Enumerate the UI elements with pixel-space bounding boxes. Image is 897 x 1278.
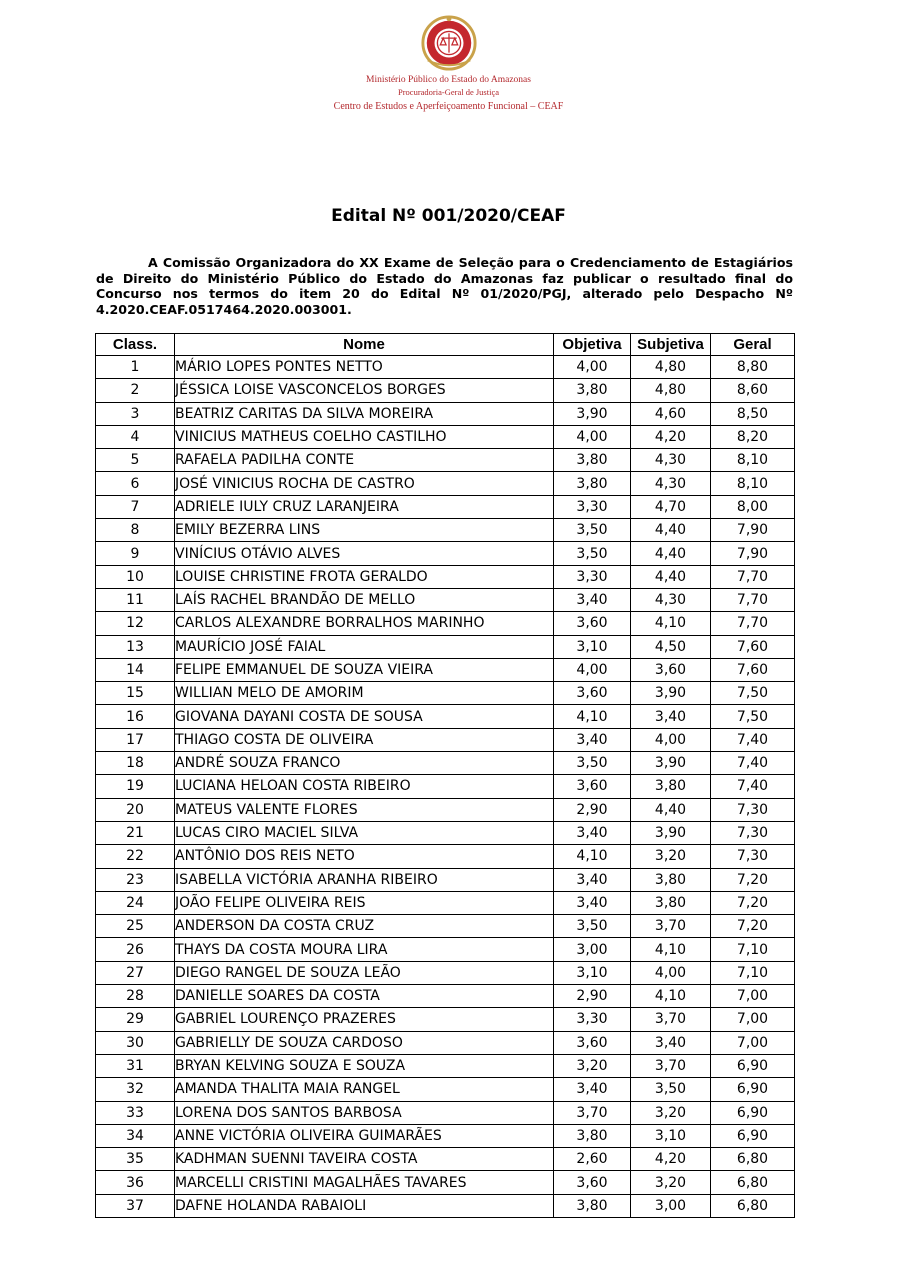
name-cell: GIOVANA DAYANI COSTA DE SOUSA <box>175 705 554 728</box>
table-row <box>96 379 795 402</box>
name-cell: DANIELLE SOARES DA COSTA <box>175 985 554 1008</box>
objective-score-cell: 4,00 <box>554 356 631 379</box>
table-body <box>96 356 795 1218</box>
total-score-cell: 8,60 <box>711 379 795 402</box>
table-row <box>96 868 795 891</box>
total-score-cell: 7,70 <box>711 588 795 611</box>
total-score-cell: 7,00 <box>711 1031 795 1054</box>
name-cell: BEATRIZ CARITAS DA SILVA MOREIRA <box>175 402 554 425</box>
total-score-cell: 8,10 <box>711 449 795 472</box>
name-cell: GABRIELLY DE SOUZA CARDOSO <box>175 1031 554 1054</box>
name-cell: DAFNE HOLANDA RABAIOLI <box>175 1194 554 1217</box>
column-header-total: Geral <box>711 334 795 356</box>
name-cell: VINÍCIUS OTÁVIO ALVES <box>175 542 554 565</box>
subjective-score-cell: 3,90 <box>631 821 711 844</box>
objective-score-cell: 2,90 <box>554 985 631 1008</box>
rank-cell: 1 <box>96 356 175 379</box>
rank-cell: 10 <box>96 565 175 588</box>
rank-cell: 12 <box>96 612 175 635</box>
name-cell: LORENA DOS SANTOS BARBOSA <box>175 1101 554 1124</box>
table-row <box>96 985 795 1008</box>
org-name: Ministério Público do Estado do Amazonas <box>366 75 531 85</box>
name-cell: MÁRIO LOPES PONTES NETTO <box>175 356 554 379</box>
total-score-cell: 8,20 <box>711 425 795 448</box>
objective-score-cell: 3,50 <box>554 519 631 542</box>
table-row <box>96 1124 795 1147</box>
objective-score-cell: 3,50 <box>554 542 631 565</box>
total-score-cell: 7,30 <box>711 821 795 844</box>
name-cell: ANTÔNIO DOS REIS NETO <box>175 845 554 868</box>
name-cell: RAFAELA PADILHA CONTE <box>175 449 554 472</box>
name-cell: KADHMAN SUENNI TAVEIRA COSTA <box>175 1148 554 1171</box>
objective-score-cell: 3,80 <box>554 472 631 495</box>
subjective-score-cell: 4,20 <box>631 425 711 448</box>
name-cell: LOUISE CHRISTINE FROTA GERALDO <box>175 565 554 588</box>
rank-cell: 6 <box>96 472 175 495</box>
objective-score-cell: 3,80 <box>554 449 631 472</box>
table-row <box>96 612 795 635</box>
subjective-score-cell: 4,80 <box>631 356 711 379</box>
subjective-score-cell: 3,20 <box>631 1171 711 1194</box>
objective-score-cell: 3,60 <box>554 775 631 798</box>
table-header-row <box>96 334 795 356</box>
objective-score-cell: 3,50 <box>554 915 631 938</box>
rank-cell: 20 <box>96 798 175 821</box>
table-row <box>96 565 795 588</box>
rank-cell: 34 <box>96 1124 175 1147</box>
objective-score-cell: 3,60 <box>554 612 631 635</box>
subjective-score-cell: 3,70 <box>631 1008 711 1031</box>
intro-paragraph: A Comissão Organizadora do XX Exame de Seleção para o Credenciamento de Estagiários de Direito do Ministério Público do Estado do Amazonas faz publicar o resultado final do Concurso nos termos do item 20 do Edital Nº 01/2020/PGJ, alterado pelo Despacho Nº 4.2020.CEAF.0517464.2020.003001. <box>96 255 793 317</box>
rank-cell: 7 <box>96 495 175 518</box>
rank-cell: 21 <box>96 821 175 844</box>
total-score-cell: 7,00 <box>711 985 795 1008</box>
objective-score-cell: 3,60 <box>554 1171 631 1194</box>
name-cell: CARLOS ALEXANDRE BORRALHOS MARINHO <box>175 612 554 635</box>
objective-score-cell: 4,10 <box>554 705 631 728</box>
rank-cell: 18 <box>96 752 175 775</box>
name-cell: VINICIUS MATHEUS COELHO CASTILHO <box>175 425 554 448</box>
name-cell: BRYAN KELVING SOUZA E SOUZA <box>175 1054 554 1077</box>
name-cell: GABRIEL LOURENÇO PRAZERES <box>175 1008 554 1031</box>
column-header-subjective: Subjetiva <box>631 334 711 356</box>
total-score-cell: 7,70 <box>711 565 795 588</box>
subjective-score-cell: 3,80 <box>631 868 711 891</box>
objective-score-cell: 3,60 <box>554 682 631 705</box>
table-row <box>96 938 795 961</box>
mp-am-seal-icon <box>420 14 478 72</box>
subjective-score-cell: 3,70 <box>631 915 711 938</box>
total-score-cell: 7,60 <box>711 658 795 681</box>
rank-cell: 23 <box>96 868 175 891</box>
table-row <box>96 449 795 472</box>
total-score-cell: 7,10 <box>711 961 795 984</box>
objective-score-cell: 4,00 <box>554 658 631 681</box>
subjective-score-cell: 3,90 <box>631 752 711 775</box>
rank-cell: 27 <box>96 961 175 984</box>
subjective-score-cell: 3,10 <box>631 1124 711 1147</box>
total-score-cell: 7,00 <box>711 1008 795 1031</box>
table-row <box>96 635 795 658</box>
objective-score-cell: 3,40 <box>554 728 631 751</box>
name-cell: MATEUS VALENTE FLORES <box>175 798 554 821</box>
name-cell: DIEGO RANGEL DE SOUZA LEÃO <box>175 961 554 984</box>
table-row <box>96 1008 795 1031</box>
name-cell: THIAGO COSTA DE OLIVEIRA <box>175 728 554 751</box>
table-row <box>96 1194 795 1217</box>
total-score-cell: 7,50 <box>711 705 795 728</box>
total-score-cell: 7,20 <box>711 868 795 891</box>
name-cell: EMILY BEZERRA LINS <box>175 519 554 542</box>
table-row <box>96 519 795 542</box>
rank-cell: 31 <box>96 1054 175 1077</box>
table-row <box>96 1054 795 1077</box>
subjective-score-cell: 4,10 <box>631 985 711 1008</box>
rank-cell: 33 <box>96 1101 175 1124</box>
total-score-cell: 7,70 <box>711 612 795 635</box>
rank-cell: 28 <box>96 985 175 1008</box>
objective-score-cell: 3,20 <box>554 1054 631 1077</box>
rank-cell: 30 <box>96 1031 175 1054</box>
objective-score-cell: 3,80 <box>554 1194 631 1217</box>
total-score-cell: 7,40 <box>711 752 795 775</box>
table-row <box>96 705 795 728</box>
table-row <box>96 752 795 775</box>
table-row <box>96 891 795 914</box>
objective-score-cell: 3,10 <box>554 961 631 984</box>
subjective-score-cell: 3,20 <box>631 845 711 868</box>
total-score-cell: 6,90 <box>711 1101 795 1124</box>
table-row <box>96 1078 795 1101</box>
total-score-cell: 7,50 <box>711 682 795 705</box>
results-table <box>95 333 795 1218</box>
subjective-score-cell: 3,90 <box>631 682 711 705</box>
rank-cell: 16 <box>96 705 175 728</box>
objective-score-cell: 3,70 <box>554 1101 631 1124</box>
table-row <box>96 542 795 565</box>
name-cell: MAURÍCIO JOSÉ FAIAL <box>175 635 554 658</box>
subjective-score-cell: 4,00 <box>631 728 711 751</box>
table-row <box>96 356 795 379</box>
objective-score-cell: 3,30 <box>554 1008 631 1031</box>
rank-cell: 32 <box>96 1078 175 1101</box>
column-header-objective: Objetiva <box>554 334 631 356</box>
subjective-score-cell: 3,00 <box>631 1194 711 1217</box>
name-cell: THAYS DA COSTA MOURA LIRA <box>175 938 554 961</box>
rank-cell: 13 <box>96 635 175 658</box>
subjective-score-cell: 4,10 <box>631 938 711 961</box>
objective-score-cell: 3,40 <box>554 821 631 844</box>
name-cell: LAÍS RACHEL BRANDÃO DE MELLO <box>175 588 554 611</box>
name-cell: ISABELLA VICTÓRIA ARANHA RIBEIRO <box>175 868 554 891</box>
rank-cell: 25 <box>96 915 175 938</box>
subjective-score-cell: 4,20 <box>631 1148 711 1171</box>
total-score-cell: 7,30 <box>711 798 795 821</box>
objective-score-cell: 3,10 <box>554 635 631 658</box>
total-score-cell: 7,90 <box>711 542 795 565</box>
table-row <box>96 1171 795 1194</box>
table-row <box>96 728 795 751</box>
subjective-score-cell: 3,40 <box>631 705 711 728</box>
table-row <box>96 425 795 448</box>
table-row <box>96 798 795 821</box>
rank-cell: 26 <box>96 938 175 961</box>
total-score-cell: 6,80 <box>711 1171 795 1194</box>
total-score-cell: 8,00 <box>711 495 795 518</box>
rank-cell: 4 <box>96 425 175 448</box>
subjective-score-cell: 4,30 <box>631 472 711 495</box>
table-row <box>96 1148 795 1171</box>
rank-cell: 3 <box>96 402 175 425</box>
subjective-score-cell: 4,40 <box>631 519 711 542</box>
objective-score-cell: 3,60 <box>554 1031 631 1054</box>
total-score-cell: 7,90 <box>711 519 795 542</box>
objective-score-cell: 2,60 <box>554 1148 631 1171</box>
objective-score-cell: 3,00 <box>554 938 631 961</box>
table-row <box>96 495 795 518</box>
subjective-score-cell: 4,40 <box>631 565 711 588</box>
total-score-cell: 6,80 <box>711 1194 795 1217</box>
rank-cell: 19 <box>96 775 175 798</box>
objective-score-cell: 3,90 <box>554 402 631 425</box>
objective-score-cell: 3,40 <box>554 891 631 914</box>
subjective-score-cell: 4,40 <box>631 798 711 821</box>
table-row <box>96 658 795 681</box>
name-cell: ANDRÉ SOUZA FRANCO <box>175 752 554 775</box>
name-cell: JÉSSICA LOISE VASCONCELOS BORGES <box>175 379 554 402</box>
name-cell: LUCAS CIRO MACIEL SILVA <box>175 821 554 844</box>
name-cell: ANDERSON DA COSTA CRUZ <box>175 915 554 938</box>
center-name: Centro de Estudos e Aperfeiçoamento Funcional – CEAF <box>333 101 564 112</box>
total-score-cell: 7,40 <box>711 728 795 751</box>
subjective-score-cell: 3,80 <box>631 891 711 914</box>
subjective-score-cell: 4,30 <box>631 588 711 611</box>
rank-cell: 22 <box>96 845 175 868</box>
objective-score-cell: 4,10 <box>554 845 631 868</box>
objective-score-cell: 4,00 <box>554 425 631 448</box>
table-row <box>96 961 795 984</box>
table-row <box>96 472 795 495</box>
rank-cell: 8 <box>96 519 175 542</box>
document-title: Edital Nº 001/2020/CEAF <box>331 206 566 226</box>
objective-score-cell: 3,30 <box>554 565 631 588</box>
subjective-score-cell: 4,40 <box>631 542 711 565</box>
name-cell: MARCELLI CRISTINI MAGALHÃES TAVARES <box>175 1171 554 1194</box>
table-row <box>96 588 795 611</box>
office-name: Procuradoria-Geral de Justiça <box>397 87 499 97</box>
subjective-score-cell: 4,00 <box>631 961 711 984</box>
objective-score-cell: 2,90 <box>554 798 631 821</box>
subjective-score-cell: 4,80 <box>631 379 711 402</box>
subjective-score-cell: 3,70 <box>631 1054 711 1077</box>
name-cell: ANNE VICTÓRIA OLIVEIRA GUIMARÃES <box>175 1124 554 1147</box>
total-score-cell: 6,80 <box>711 1148 795 1171</box>
rank-cell: 29 <box>96 1008 175 1031</box>
table-row <box>96 1031 795 1054</box>
total-score-cell: 7,40 <box>711 775 795 798</box>
name-cell: JOSÉ VINICIUS ROCHA DE CASTRO <box>175 472 554 495</box>
total-score-cell: 7,30 <box>711 845 795 868</box>
table-row <box>96 402 795 425</box>
rank-cell: 24 <box>96 891 175 914</box>
name-cell: WILLIAN MELO DE AMORIM <box>175 682 554 705</box>
column-header-rank: Class. <box>96 334 175 356</box>
subjective-score-cell: 4,50 <box>631 635 711 658</box>
objective-score-cell: 3,40 <box>554 1078 631 1101</box>
subjective-score-cell: 4,30 <box>631 449 711 472</box>
total-score-cell: 8,80 <box>711 356 795 379</box>
rank-cell: 2 <box>96 379 175 402</box>
rank-cell: 15 <box>96 682 175 705</box>
total-score-cell: 8,10 <box>711 472 795 495</box>
total-score-cell: 7,10 <box>711 938 795 961</box>
total-score-cell: 6,90 <box>711 1078 795 1101</box>
name-cell: LUCIANA HELOAN COSTA RIBEIRO <box>175 775 554 798</box>
rank-cell: 14 <box>96 658 175 681</box>
objective-score-cell: 3,50 <box>554 752 631 775</box>
objective-score-cell: 3,80 <box>554 379 631 402</box>
objective-score-cell: 3,80 <box>554 1124 631 1147</box>
rank-cell: 35 <box>96 1148 175 1171</box>
rank-cell: 36 <box>96 1171 175 1194</box>
name-cell: ADRIELE IULY CRUZ LARANJEIRA <box>175 495 554 518</box>
name-cell: FELIPE EMMANUEL DE SOUZA VIEIRA <box>175 658 554 681</box>
rank-cell: 37 <box>96 1194 175 1217</box>
subjective-score-cell: 3,50 <box>631 1078 711 1101</box>
subjective-score-cell: 3,20 <box>631 1101 711 1124</box>
table-row <box>96 682 795 705</box>
table-row <box>96 845 795 868</box>
objective-score-cell: 3,30 <box>554 495 631 518</box>
table-row <box>96 775 795 798</box>
subjective-score-cell: 3,60 <box>631 658 711 681</box>
total-score-cell: 6,90 <box>711 1124 795 1147</box>
objective-score-cell: 3,40 <box>554 868 631 891</box>
name-cell: JOÃO FELIPE OLIVEIRA REIS <box>175 891 554 914</box>
name-cell: AMANDA THALITA MAIA RANGEL <box>175 1078 554 1101</box>
column-header-name: Nome <box>175 334 554 356</box>
rank-cell: 9 <box>96 542 175 565</box>
subjective-score-cell: 4,60 <box>631 402 711 425</box>
subjective-score-cell: 4,10 <box>631 612 711 635</box>
total-score-cell: 6,90 <box>711 1054 795 1077</box>
subjective-score-cell: 3,80 <box>631 775 711 798</box>
total-score-cell: 7,20 <box>711 891 795 914</box>
table-row <box>96 915 795 938</box>
table-row <box>96 1101 795 1124</box>
total-score-cell: 7,20 <box>711 915 795 938</box>
rank-cell: 17 <box>96 728 175 751</box>
subjective-score-cell: 3,40 <box>631 1031 711 1054</box>
rank-cell: 11 <box>96 588 175 611</box>
objective-score-cell: 3,40 <box>554 588 631 611</box>
rank-cell: 5 <box>96 449 175 472</box>
letterhead <box>0 14 897 113</box>
total-score-cell: 8,50 <box>711 402 795 425</box>
table-row <box>96 821 795 844</box>
total-score-cell: 7,60 <box>711 635 795 658</box>
subjective-score-cell: 4,70 <box>631 495 711 518</box>
